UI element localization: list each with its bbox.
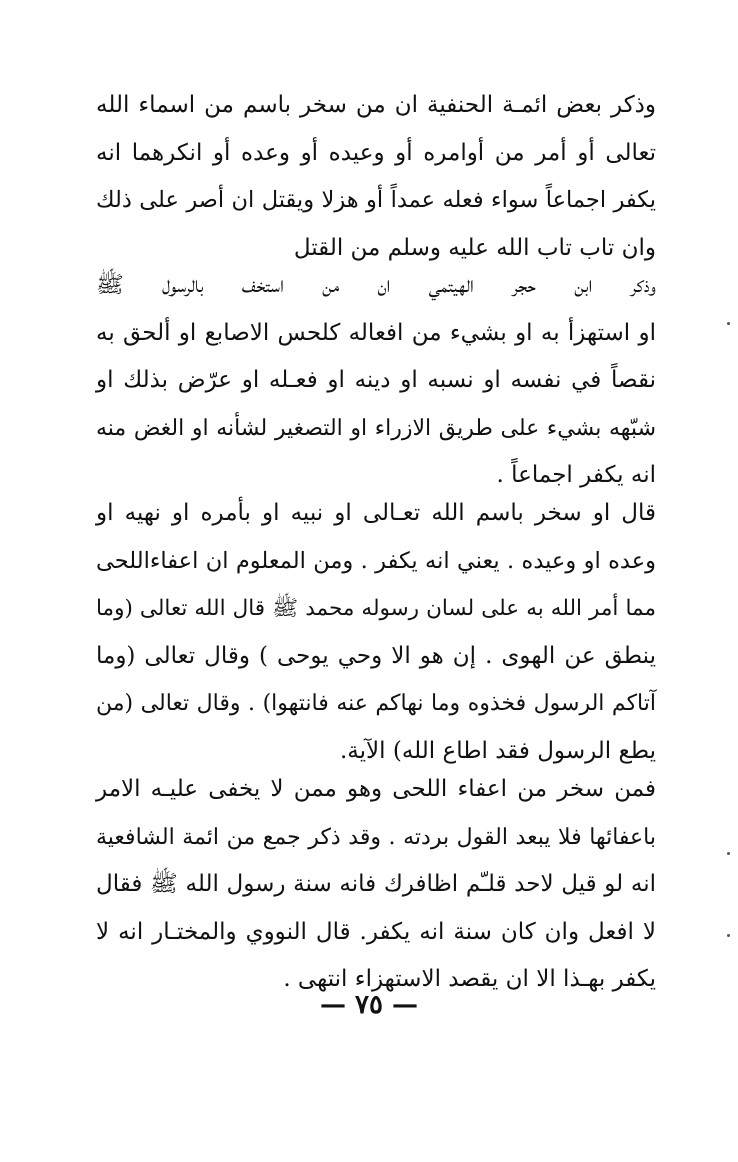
- text-line: انه يكفر اجماعاً .: [496, 462, 656, 488]
- text-line: وان تاب تاب الله عليه وسلم من القتل: [293, 234, 656, 261]
- text-line: او استهزأ به او بشيء من افعاله كلحس الاصابع او ألحق به: [96, 319, 656, 346]
- page-number: — ٧٥ —: [319, 990, 419, 1020]
- text-line: وذكر بعض ائمـة الحنفية ان من سخر باسم من اسماء الله: [96, 92, 656, 118]
- text-line: وذكر ابن حجر الهيتمي ان من استخف بالرسول ﷺ: [96, 272, 656, 298]
- text-line: انه لو قيل لاحد قلـّم اظافرك فانه سنة رسول الله ﷺ فقال: [96, 871, 656, 897]
- scan-speck: [727, 852, 730, 855]
- paragraph-beard-ruling: [96, 766, 656, 1004]
- text-line: تعالى أو أمر من أوامره أو وعيده أو وعده أو انكرهما انه: [96, 139, 656, 166]
- paragraph-hanafi-imams: [96, 82, 656, 272]
- text-line: لا افعل وان كان سنة انه يكفر. قال النووي والمختـار انه لا: [96, 918, 656, 945]
- text-line: يكفر بهـذا الا ان يقصد الاستهزاء انتهى .: [283, 966, 656, 992]
- text-line: يطع الرسول فقد اطاع الله) الآية.: [339, 737, 656, 764]
- text-line: مما أمر الله به على لسان رسوله محمد ﷺ قال الله تعالى (وما: [96, 596, 656, 621]
- text-line: شبّهه بشيء على طريق الازراء او التصغير لشأنه او الغض منه: [96, 415, 656, 441]
- scan-speck: [727, 322, 730, 325]
- paragraph-ibn-hajar: [96, 262, 656, 500]
- paragraph-quran-citation: [96, 490, 656, 775]
- text-line: ينطق عن الهوى . إن هو الا وحي يوحى ) وقال تعالى (وما: [96, 642, 656, 669]
- text-line: باعفائها فلا يبعد القول بردته . وقد ذكر جمع من ائمة الشافعية: [96, 824, 656, 850]
- text-line: وعده او وعيده . يعني انه يكفر . ومن المعلوم ان اعفاءاللحى: [96, 547, 656, 574]
- text-line: نقصاً في نفسه او نسبه او دينه او فعـله او عرّض بذلك او: [96, 367, 656, 393]
- scan-speck: [727, 934, 730, 937]
- text-line: يكفر اجماعاً سواء فعله عمداً أو هزلا ويقتل ان أصر على ذلك: [96, 187, 656, 213]
- text-line: قال او سخر باسم الله تعـالى او نبيه او بأمره او نهيه او: [96, 500, 656, 526]
- text-line: آتاكم الرسول فخذوه وما نهاكم عنه فانتهوا) . وقال تعالى (من: [96, 691, 656, 716]
- text-line: فمن سخر من اعفاء اللحى وهو ممن لا يخفى عليـه الامر: [96, 776, 656, 802]
